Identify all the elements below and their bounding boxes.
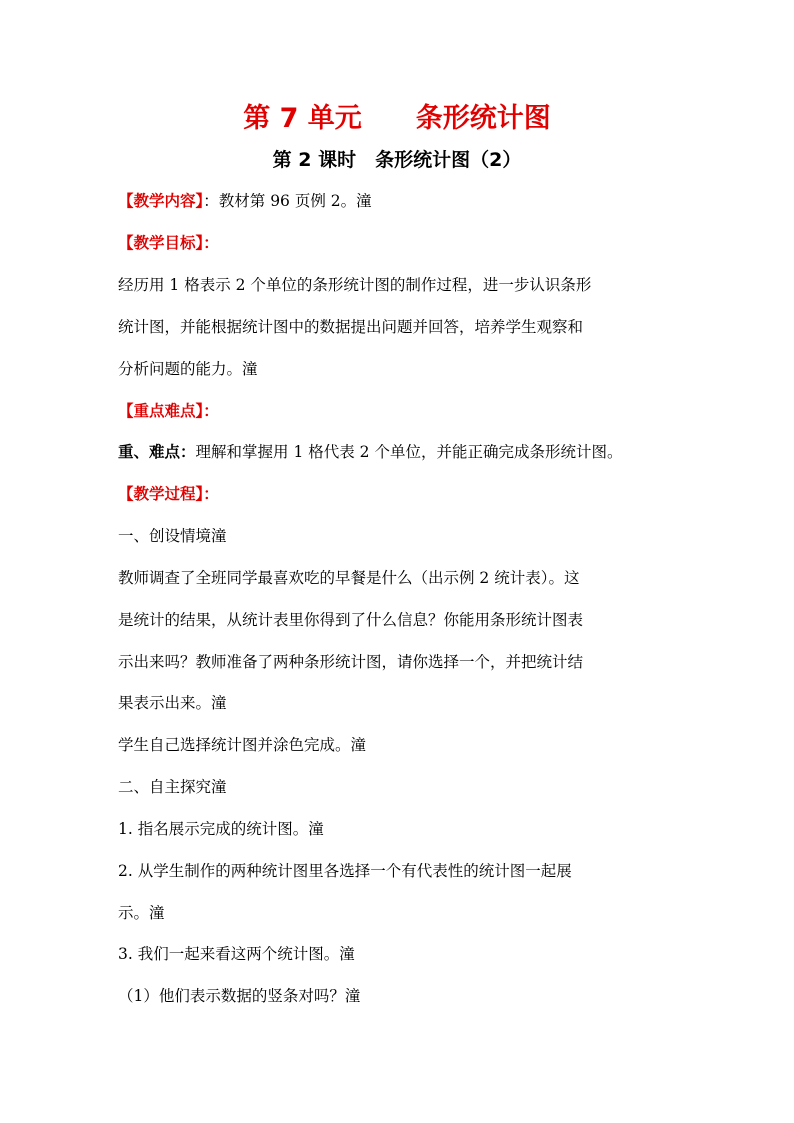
teaching-content-line [118,183,688,219]
key-difficulty-heading [118,393,688,429]
paragraph-line: 学生自己选择统计图并涂色完成。潼 [118,736,367,754]
section-heading: 二、自主探究潼 [118,778,227,796]
section-heading: 一、创设情境潼 [118,527,227,545]
key-difficulty-line [118,434,688,470]
paragraph-line: 是统计的结果，从统计表里你得到了什么信息？你能用条形统计图表 [118,611,584,629]
paragraph-line: 教师调查了全班同学最喜欢吃的早餐是什么（出示例 2 统计表）。这 [118,569,580,587]
key-difficulty-bold: 重、难点： [118,443,196,461]
teaching-goal-label: 【教学目标】： [118,234,219,252]
step-line: 示。潼 [118,904,165,922]
unit-title: 第 7 单元 条形统计图 [243,103,551,134]
key-difficulty-text: 理解和掌握用 1 格代表 2 个单位，并能正确完成条形统计图。 [195,443,623,461]
sub-step-line: （1）他们表示数据的竖条对吗？潼 [118,987,361,1005]
step-line: 1. 指名展示完成的统计图。潼 [118,820,324,838]
step-line: 2. 从学生制作的两种统计图里各选择一个有代表性的统计图一起展 [118,862,572,880]
goal-line: 统计图，并能根据统计图中的数据提出问题并回答，培养学生观察和 [118,318,584,336]
key-difficulty-label: 【重点难点】： [118,402,219,420]
teaching-process-label: 【教学过程】： [118,485,219,503]
goal-line: 经历用 1 格表示 2 个单位的条形统计图的制作过程，进一步认识条形 [118,276,592,294]
goal-line: 分析问题的能力。潼 [118,360,258,378]
paragraph-line: 果表示出来。潼 [118,694,227,712]
teaching-content-label: 【教学内容】 [118,192,204,210]
lesson-subtitle: 第 2 课时 条形统计图（2） [272,149,522,171]
step-line: 3. 我们一起来看这两个统计图。潼 [118,945,355,963]
teaching-process-heading [118,476,688,512]
paragraph-line: 示出来吗？教师准备了两种条形统计图，请你选择一个，并把统计结 [118,653,584,671]
teaching-goal-heading [118,225,688,261]
teaching-content-text: ：教材第 96 页例 2。潼 [203,192,372,210]
